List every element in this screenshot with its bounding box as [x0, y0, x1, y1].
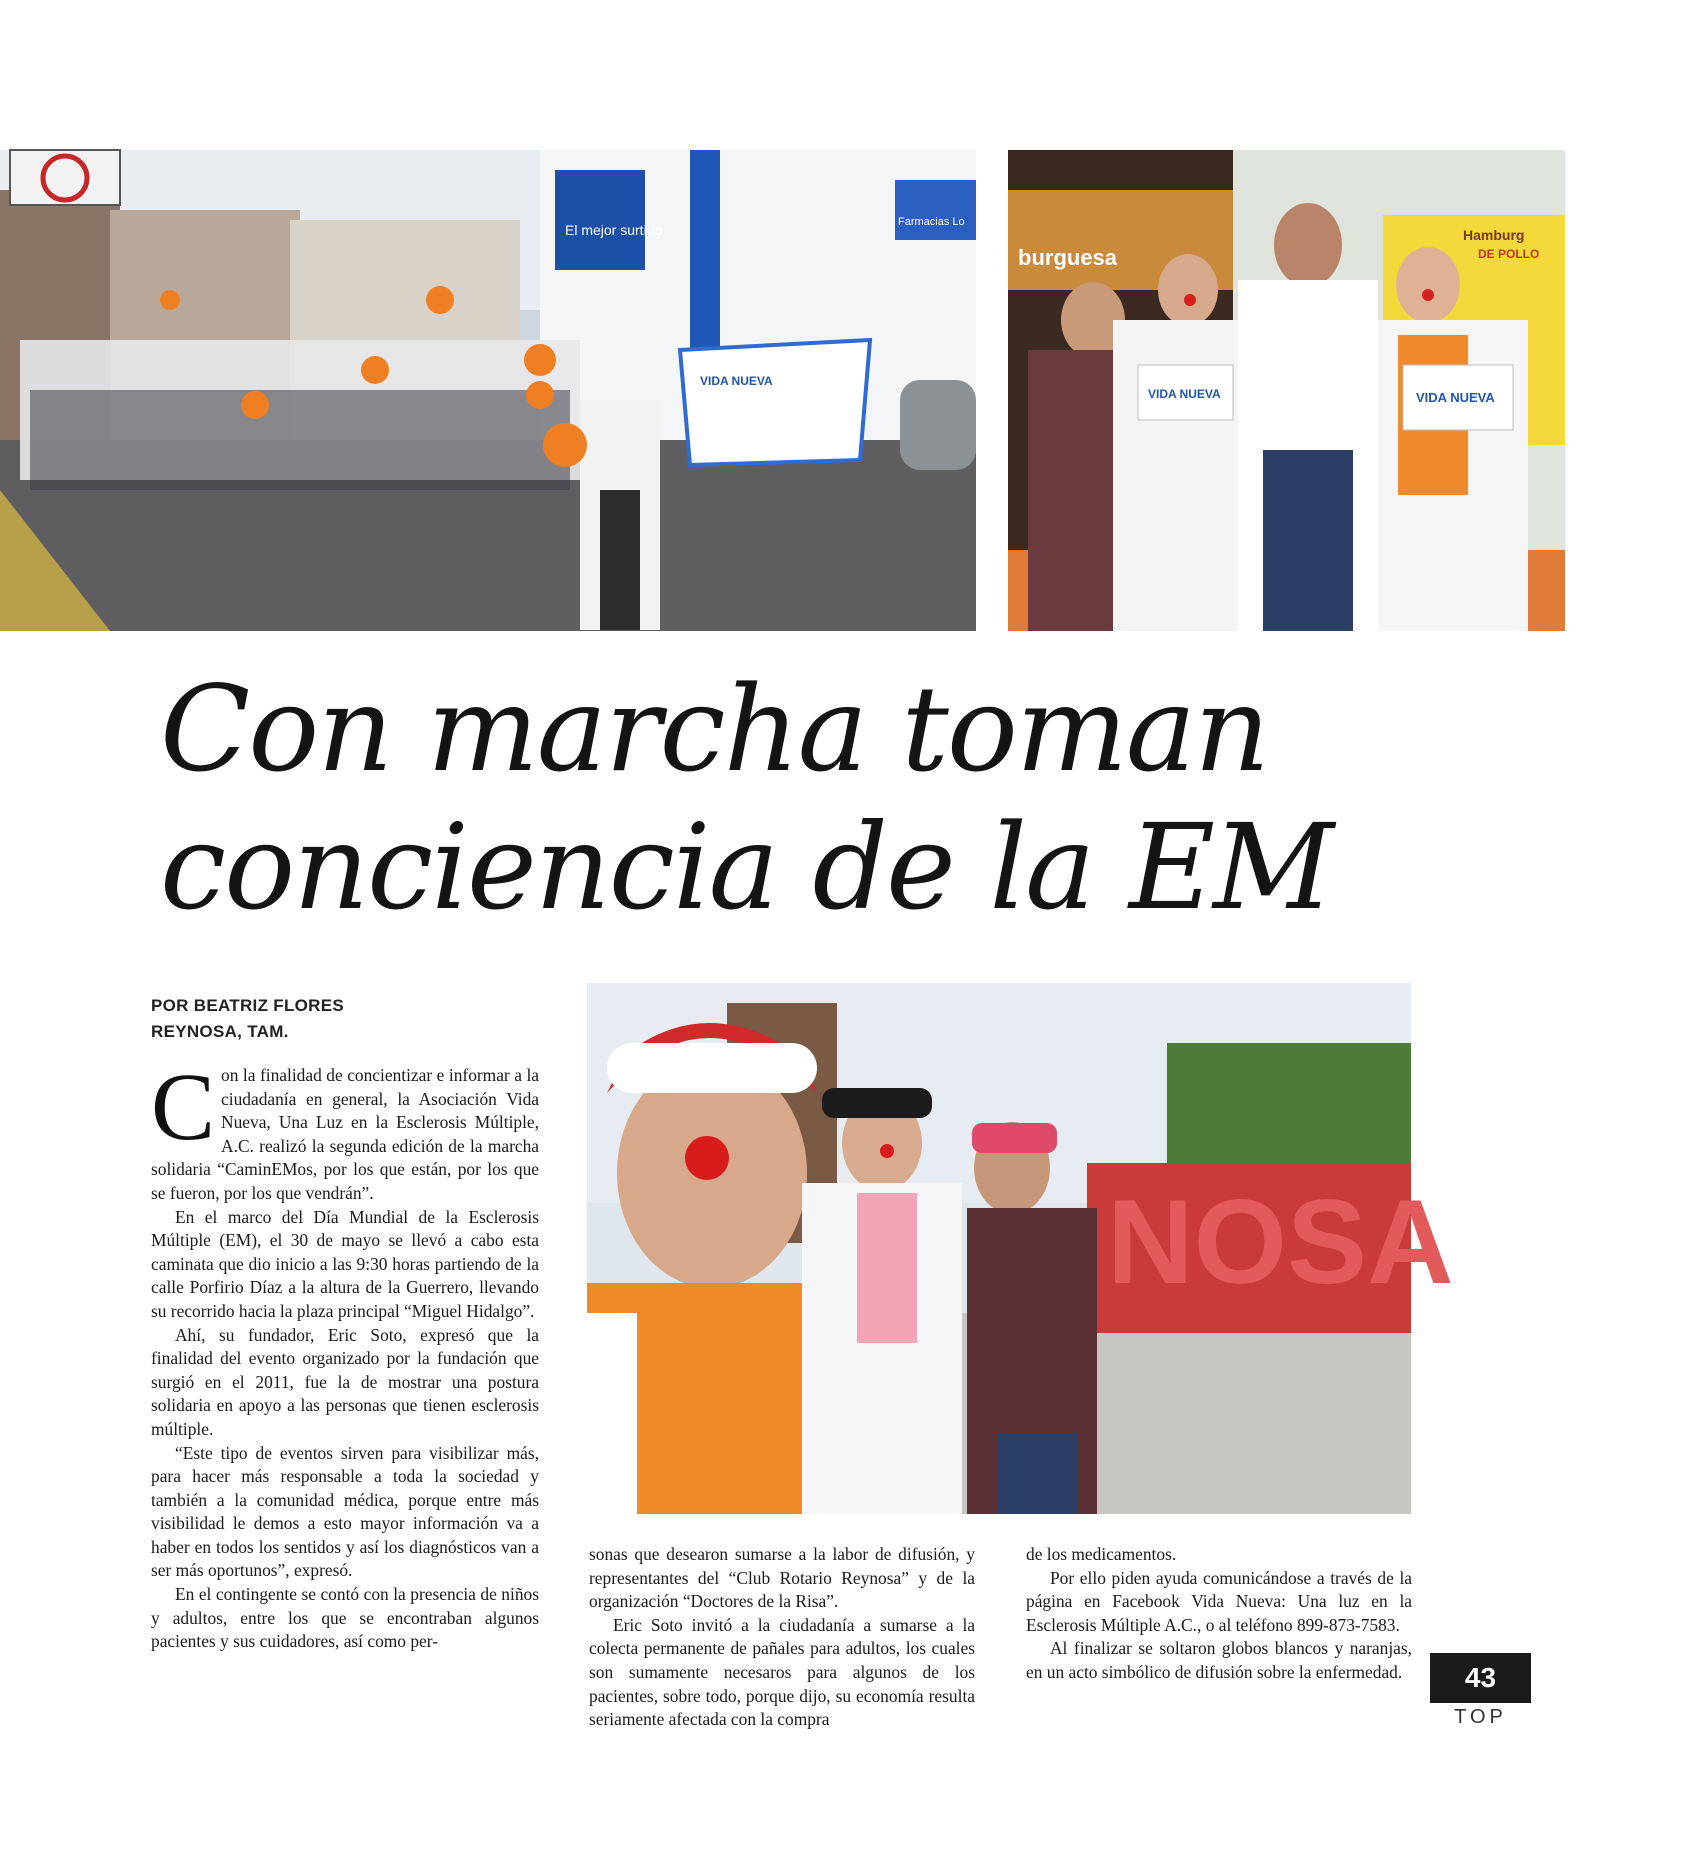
article-paragraph-text: on la finalidad de concientizar e informar a la ciudadanía en general, la Asociación Vida Nueva, Una Luz en la Esclerosis Múltiple, A.C. realizó la segunda edición de la marcha solidaria “CaminEMos, por los que están, por los que se fueron, por los que vendrán”. — [151, 1065, 539, 1203]
article-paragraph: de los medicamentos. — [1026, 1544, 1177, 1564]
group-sign-3: DE POLLO — [1478, 247, 1540, 261]
article-paragraph: “Este tipo de eventos sirven para visibilizar más, para hacer más responsable a toda la sociedad y también a la comunidad médica, porque entre más visibilidad le demos a esto mayor información va a haber en todos los sentidos y así los diagnósticos van a ser más oportunos”, expresó. — [151, 1442, 539, 1581]
article-paragraph: sonas que desearon sumarse a la labor de difusión, y representantes del “Club Rotario Reynosa” y de la organización “Doctores de la Risa”. — [589, 1544, 975, 1612]
byline-author: POR BEATRIZ FLORES — [151, 996, 345, 1015]
group-sign-2: Hamburg — [1463, 227, 1525, 243]
march-sign-1: El mejor surtido — [565, 222, 663, 238]
group-sign-1: burguesa — [1018, 245, 1118, 270]
article-paragraph: Al finalizar se soltaron globos blancos y naranjas, en un acto simbólico de difusión sobre la enfermedad. — [1026, 1638, 1412, 1682]
article-column-3 — [1026, 1543, 1412, 1685]
byline-place: REYNOSA, TAM. — [151, 1022, 289, 1041]
section-tag: TOP — [1454, 1706, 1507, 1728]
article-column-2 — [589, 1543, 975, 1732]
selfie-photo — [587, 983, 1454, 1514]
article-paragraph — [151, 1053, 539, 1206]
selfie-sign: NOSA — [1107, 1175, 1454, 1309]
article-paragraph: En el marco del Día Mundial de la Esclerosis Múltiple (EM), el 30 de mayo se llevó a cabo esta caminata que dio inicio a las 9:30 horas partiendo de la calle Porfirio Díaz a la altura de la Guerrero, llevando su recorrido hacia la plaza principal “Miguel Hidalgo”. — [151, 1206, 539, 1321]
article-paragraph: Ahí, su fundador, Eric Soto, expresó que la finalidad del evento organizado por la fundación que surgió en el 2011, fue la de mostrar una postura solidaria en apoyo a las personas que tienen esclerosis múltiple. — [151, 1324, 539, 1439]
march-banner-text: VIDA NUEVA — [700, 374, 773, 388]
march-photo — [0, 150, 976, 631]
byline — [151, 993, 344, 1045]
article-column-1 — [151, 1053, 539, 1654]
article-paragraph: En el contingente se contó con la presencia de niños y adultos, entre los que se encontraban algunos pacientes y sus cuidadores, así como per- — [151, 1584, 539, 1652]
drop-cap: C — [151, 1053, 216, 1160]
march-sign-2: Farmacias Lo — [898, 216, 965, 228]
headline-line-1: Con marcha toman — [160, 660, 1269, 798]
headline-line-2: conciencia de la EM — [160, 798, 1332, 936]
page-number: 43 — [1430, 1653, 1531, 1703]
article-paragraph: Por ello piden ayuda comunicándose a través de la página en Facebook Vida Nueva: Una luz en la Esclerosis Múltiple A.C., o al teléfono 899-873-7583. — [1026, 1567, 1412, 1635]
headline — [160, 660, 1460, 936]
group-flag-right: VIDA NUEVA — [1416, 390, 1495, 405]
group-photo — [1008, 150, 1565, 631]
group-flag-left: VIDA NUEVA — [1148, 387, 1221, 401]
article-paragraph: Eric Soto invitó a la ciudadanía a sumarse a la colecta permanente de pañales para adultos, los cuales son sumamente necesaros para algunos de los pacientes, sobre todo, porque dijo, su economía resulta seriamente afectada con la compra — [589, 1614, 975, 1730]
